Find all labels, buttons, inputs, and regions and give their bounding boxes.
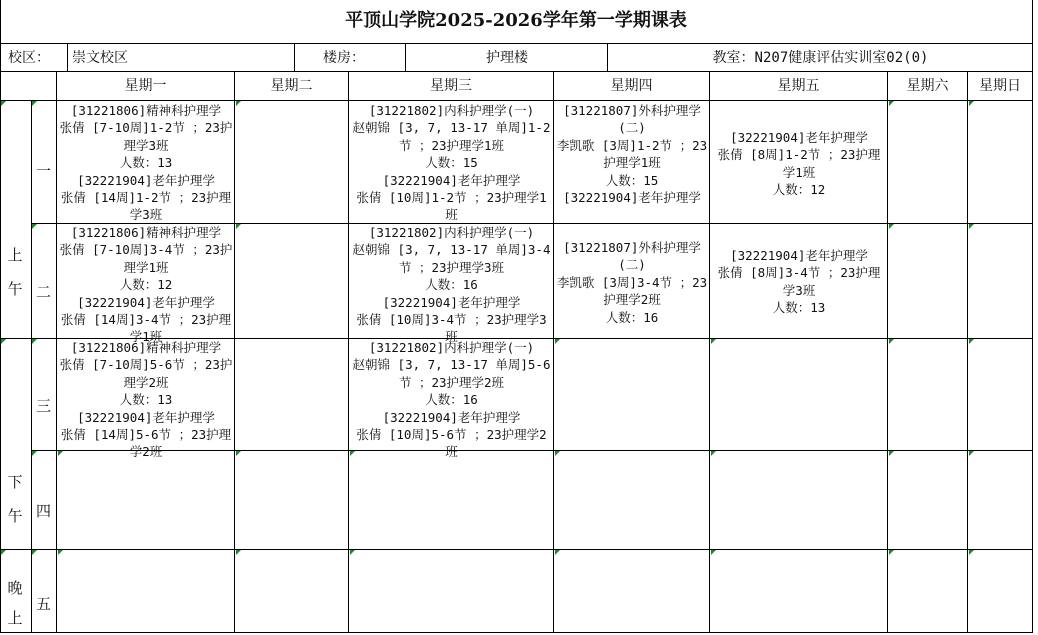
section-evening [2,573,28,633]
grid-line [0,0,1,633]
comment-marker-icon [58,451,63,456]
course-cell-p2-wed[interactable] [350,224,553,345]
comment-marker-icon [969,339,974,344]
comment-marker-icon [350,550,355,555]
grid-line [0,43,1033,44]
comment-marker-icon [889,451,894,456]
course-cell-p1-thu[interactable] [555,102,709,222]
grid-line [0,100,1033,101]
comment-marker-icon [555,339,560,344]
grid-line [67,43,68,71]
course-text: [31221802]内科护理学(一) 赵朝锦 [3, 7, 13-17 单周]3-4节 ；23护理学3班 人数：16 [32221904]老年护理学 张倩 [10周]3-4节 ；23护理学3班 [352,225,551,345]
grid-line [0,71,1033,72]
day-header-wed: 星期三 [430,78,472,94]
period-5: 五 [35,595,51,613]
comment-marker-icon [32,451,37,456]
comment-marker-icon [889,339,894,344]
comment-marker-icon [969,224,974,229]
campus-value: 崇文校区 [72,50,128,66]
comment-marker-icon [711,550,716,555]
section-afternoon [2,465,28,533]
comment-marker-icon [236,550,241,555]
comment-marker-icon [969,451,974,456]
comment-marker-icon [32,550,37,555]
course-text: [32221904]老年护理学 张倩 [8周]1-2节 ；23护理学1班 人数：12 [717,130,881,198]
course-cell-p1-fri[interactable] [711,129,887,222]
period-2: 二 [35,283,51,301]
period-1: 一 [35,162,51,180]
grid-line [234,71,235,633]
course-cell-p2-fri[interactable] [711,247,887,337]
section-morning-text: 上午 [7,246,23,298]
course-cell-p3-mon[interactable] [58,339,234,460]
course-text: [31221807]外科护理学(二) 李凯歌 [3周]1-2节 ；23护理学1班 人数：15 [32221904]老年护理学 [556,103,708,206]
grid-line [294,43,295,71]
grid-line [0,338,1033,339]
building-label: 楼房： [323,50,365,66]
day-header-mon: 星期一 [124,78,167,94]
comment-marker-icon [236,451,241,456]
grid-line [56,71,57,633]
grid-line [405,43,406,71]
comment-marker-icon [236,101,241,106]
comment-marker-icon [1,339,6,344]
grid-line [553,71,554,633]
comment-marker-icon [1,550,6,555]
grid-line [1032,0,1033,633]
course-text: [31221806]精神科护理学 张倩 [7-10周]5-6节 ；23护理学2班 人数：13 [32221904]老年护理学 张倩 [14周]5-6节 ；23护理学2班 [59,340,233,460]
grid-line [31,223,1033,224]
grid-line [607,43,608,71]
comment-marker-icon [969,550,974,555]
comment-marker-icon [58,550,63,555]
course-cell-p1-mon[interactable] [58,102,234,222]
grid-line [887,71,888,633]
classroom-value: 教室：N207健康评估实训室02(0) [712,50,929,66]
grid-line [0,549,1033,550]
comment-marker-icon [32,101,37,106]
course-text: [31221806]精神科护理学 张倩 [7-10周]3-4节 ；23护理学1班 人数：12 [32221904]老年护理学 张倩 [14周]3-4节 ；23护理学1班 [59,225,233,345]
course-text: [31221802]内科护理学(一) 赵朝锦 [3, 7, 13-17 单周]1-2节 ；23护理学1班 人数：15 [32221904]老年护理学 张倩 [10周]1-2节 ；23护理学1班 [352,103,551,223]
course-text: [31221802]内科护理学(一) 赵朝锦 [3, 7, 13-17 单周]5-6节 ；23护理学2班 人数：16 [32221904]老年护理学 张倩 [10周]5-6节 ；23护理学2班 [352,340,551,460]
section-evening-text: 晚上 [7,579,23,627]
day-header-sat: 星期六 [906,78,949,94]
comment-marker-icon [711,451,716,456]
period-3: 三 [35,397,51,415]
comment-marker-icon [555,550,560,555]
course-text: [32221904]老年护理学 张倩 [8周]3-4节 ；23护理学3班 人数：13 [717,248,881,316]
day-header-fri: 星期五 [777,78,820,94]
comment-marker-icon [236,224,241,229]
course-text: [31221806]精神科护理学 张倩 [7-10周]1-2节 ；23护理学3班 人数：13 [32221904]老年护理学 张倩 [14周]1-2节 ；23护理学3班 [59,103,233,223]
section-afternoon-text: 下午 [7,473,23,525]
comment-marker-icon [889,101,894,106]
day-header-thu: 星期四 [610,78,653,94]
course-cell-p1-wed[interactable] [350,102,553,222]
course-cell-p2-mon[interactable] [58,224,234,345]
grid-line [709,71,710,633]
comment-marker-icon [1,101,6,106]
section-morning [2,238,28,306]
course-text: [31221807]外科护理学(二) 李凯歌 [3周]3-4节 ；23护理学2班 人数：16 [556,240,708,325]
building-value: 护理楼 [486,50,528,66]
grid-line [31,450,1033,451]
comment-marker-icon [889,550,894,555]
comment-marker-icon [32,224,37,229]
period-4: 四 [35,502,51,520]
grid-line [348,71,349,633]
page-title: 平顶山学院2025-2026学年第一学期课表 [345,10,687,31]
course-cell-p3-wed[interactable] [350,339,553,460]
comment-marker-icon [711,339,716,344]
comment-marker-icon [32,339,37,344]
day-header-tue: 星期二 [270,78,313,94]
day-header-sun: 星期日 [979,78,1021,94]
comment-marker-icon [555,451,560,456]
grid-line [0,632,1033,633]
comment-marker-icon [889,224,894,229]
comment-marker-icon [969,101,974,106]
grid-line [967,71,968,633]
campus-label: 校区： [8,50,50,66]
course-cell-p2-thu[interactable] [555,239,709,337]
comment-marker-icon [350,451,355,456]
